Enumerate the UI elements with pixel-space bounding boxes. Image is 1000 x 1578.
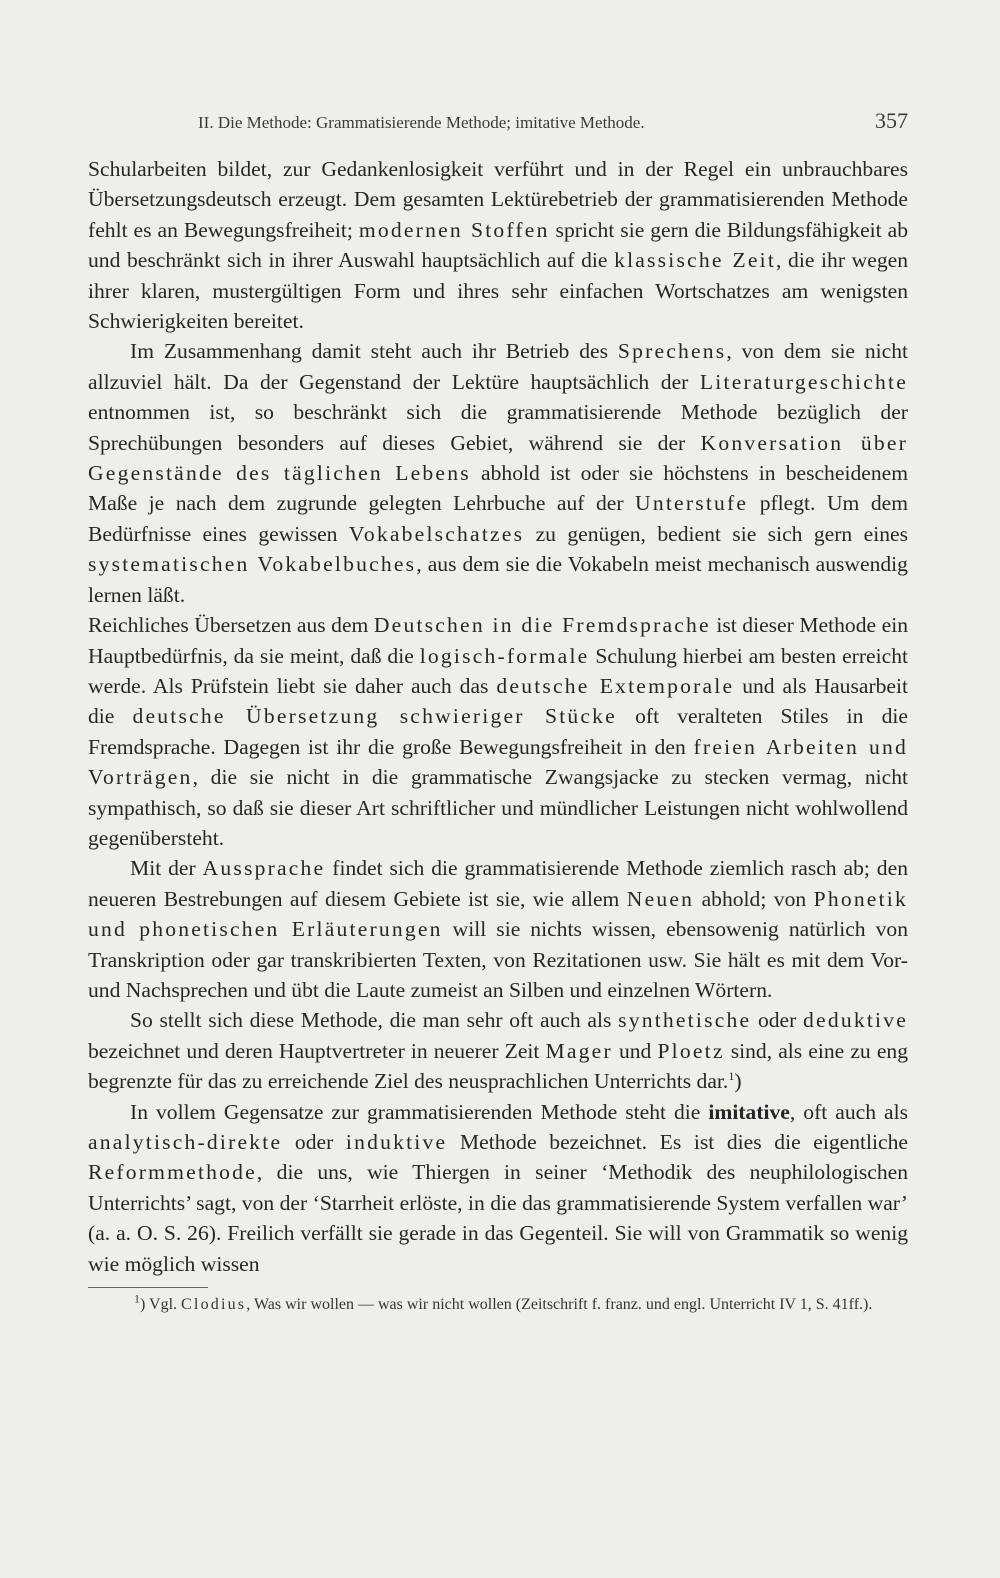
spaced-text: freien Arbeiten und Vorträgen: [88, 734, 908, 790]
text-run: will sie nichts wissen, ebensowenig natürlich von Transkription oder gar transkribierten Texten, von Rezitationen usw. Sie hält es mit dem Vor- und Nachsprechen und übt die Laute zumeist an Silben und einzelnen Wörtern.: [88, 917, 908, 1002]
spaced-text: deduktive: [803, 1008, 908, 1033]
text-run: bezeichnet und deren Hauptvertreter in neuerer Zeit: [88, 1038, 546, 1063]
spaced-text: Mager: [545, 1038, 613, 1063]
spaced-text: Phonetik und phonetischen Erläuterungen: [88, 886, 908, 942]
footnote-marker: 1: [728, 1069, 735, 1083]
text-run: pflegt. Um dem Bedürfnisse eines gewissen: [88, 491, 909, 546]
text-run: findet sich die grammatisierende Methode ziemlich rasch ab; den neueren Bestrebungen auf diesem Gebiete ist sie, wie allem: [88, 856, 908, 911]
footnote-marker: 1: [134, 1291, 140, 1306]
paragraph: [88, 154, 908, 336]
spaced-text: Vokabelschatzes: [348, 521, 525, 546]
text-run: abhold ist oder sie höchstens in bescheidenem Maße je nach dem zugrunde gelegten Lehrbuche auf der: [88, 461, 908, 516]
text-run: , Was wir wollen — was wir nicht wollen (Zeitschrift f. franz. und engl. Unterricht IV 1, S. 41ff.).: [246, 1296, 873, 1314]
spaced-text: Clodius: [181, 1296, 247, 1314]
footnote: [88, 1291, 908, 1316]
paragraph: [88, 1097, 908, 1279]
text-run: zu genügen, bedient sie sich gern eines: [524, 521, 908, 546]
spaced-text: synthetische: [618, 1008, 752, 1033]
paragraph: [88, 336, 908, 610]
text-run: Schularbeiten bildet, zur Gedankenlosigkeit verführt und in der Regel ein unbrauchbares Übersetzungsdeutsch erzeugt. Dem gesamten Lektürebetrieb der grammatisierenden Methode fehlt es an Bewegungsfreiheit;: [88, 157, 908, 242]
spaced-text: logisch-formale: [419, 643, 590, 668]
paragraph: [88, 853, 908, 1005]
text-run: Schulung hierbei am besten erreicht werde. Als Prüfstein liebt sie daher auch das: [88, 643, 909, 698]
spaced-text: Sprechens: [617, 339, 727, 364]
running-title: II. Die Methode: Grammatisierende Methode; imitative Methode.: [198, 113, 645, 132]
running-header: [88, 108, 908, 134]
spaced-text: systematischen Vokabelbuches: [88, 552, 417, 577]
text-run: und: [612, 1038, 658, 1063]
text-run: oder: [282, 1130, 346, 1154]
body-text: [88, 154, 908, 1279]
text-run: ): [734, 1069, 742, 1094]
spaced-text: Ploetz: [657, 1038, 725, 1063]
text-run: Methode bezeichnet. Es ist dies die eigentliche: [447, 1130, 908, 1154]
text-run: So stellt sich diese Methode, die man sehr oft auch als: [130, 1008, 619, 1033]
text-run: , die sie nicht in die grammatische Zwangsjacke zu stecken vermag, nicht sympathisch, so daß sie dieser Art schriftlicher und mündlicher Leistungen nicht wohlwollend gegenübersteht.: [88, 765, 908, 850]
text-run: abhold; von: [694, 886, 814, 911]
text-run: sind, als eine zu eng begrenzte für das zu erreichende Ziel des neusprachlichen Unterrichts dar.: [88, 1038, 908, 1094]
page-number: 357: [875, 108, 908, 133]
text-run: ist dieser Methode ein Hauptbedürfnis, da sie meint, daß die: [88, 613, 908, 668]
spaced-text: deutsche Übersetzung schwieriger Stücke: [132, 704, 617, 729]
spaced-text: modernen Stoffen: [358, 217, 550, 242]
text-run: spricht sie gern die Bildungsfähigkeit ab und beschränkt sich in ihrer Auswahl hauptsächlich auf die: [88, 217, 908, 273]
spaced-text: Literaturgeschichte: [699, 369, 908, 394]
text-run: und als Hausarbeit die: [88, 673, 909, 729]
text-run: imitative: [708, 1099, 790, 1124]
spaced-text: Konversation über Gegenstände des täglichen Lebens: [88, 430, 908, 486]
spaced-text: klassische Zeit: [614, 248, 777, 273]
spaced-text: deutsche Extemporale: [496, 673, 735, 698]
text-run: , die ihr wegen ihrer klaren, mustergültigen Form und ihres sehr einfachen Wortschatzes am wenigsten Schwierigkeiten bereitet.: [88, 248, 909, 334]
spaced-text: Neuen: [626, 886, 695, 911]
spaced-text: induktive: [345, 1130, 448, 1154]
text-run: , von dem sie nicht allzuviel hält. Da der Gegenstand der Lektüre hauptsächlich der: [88, 339, 908, 394]
text-run: , die uns, wie Thiergen in seiner ‘Methodik des neuphilologischen Unterrichts’ sagt, von der ‘Starrheit erlöste, in die das grammatisierende System verfallen war’ (a. a. O. S. 26). Freilich verfällt sie gerade in das Gegenteil. Sie will von Grammatik so wenig wie möglich wissen: [88, 1160, 908, 1276]
footnote-rule: [88, 1287, 208, 1288]
text-run: , aus dem sie die Vokabeln meist mechanisch auswendig lernen läßt.: [88, 552, 908, 607]
spaced-text: Deutschen in die Fremdsprache: [373, 613, 711, 638]
text-run: entnommen ist, so beschränkt sich die grammatisierende Methode bezüglich der Sprechübungen besonders auf dieses Gebiet, während sie der: [88, 400, 908, 455]
spaced-text: analytisch-direkte: [88, 1130, 283, 1154]
text-run: Reichliches Übersetzen aus dem: [88, 613, 374, 638]
text-run: ) Vgl.: [140, 1296, 182, 1314]
text-run: , oft auch als: [789, 1099, 908, 1124]
paragraph: [88, 610, 908, 853]
paragraph: [88, 1005, 908, 1096]
spaced-text: Unterstufe: [635, 491, 749, 516]
text-run: oft veralteten Stiles in die Fremdsprache. Dagegen ist ihr die große Bewegungsfreiheit in den: [88, 704, 908, 759]
text-run: Im Zusammenhang damit steht auch ihr Betrieb des: [130, 339, 618, 364]
spaced-text: Aussprache: [202, 856, 326, 881]
text-run: oder: [751, 1008, 804, 1033]
text-run: Mit der: [130, 856, 203, 881]
text-run: In vollem Gegensatze zur grammatisierenden Methode steht die: [130, 1099, 709, 1124]
spaced-text: Reformmethode: [88, 1160, 257, 1185]
